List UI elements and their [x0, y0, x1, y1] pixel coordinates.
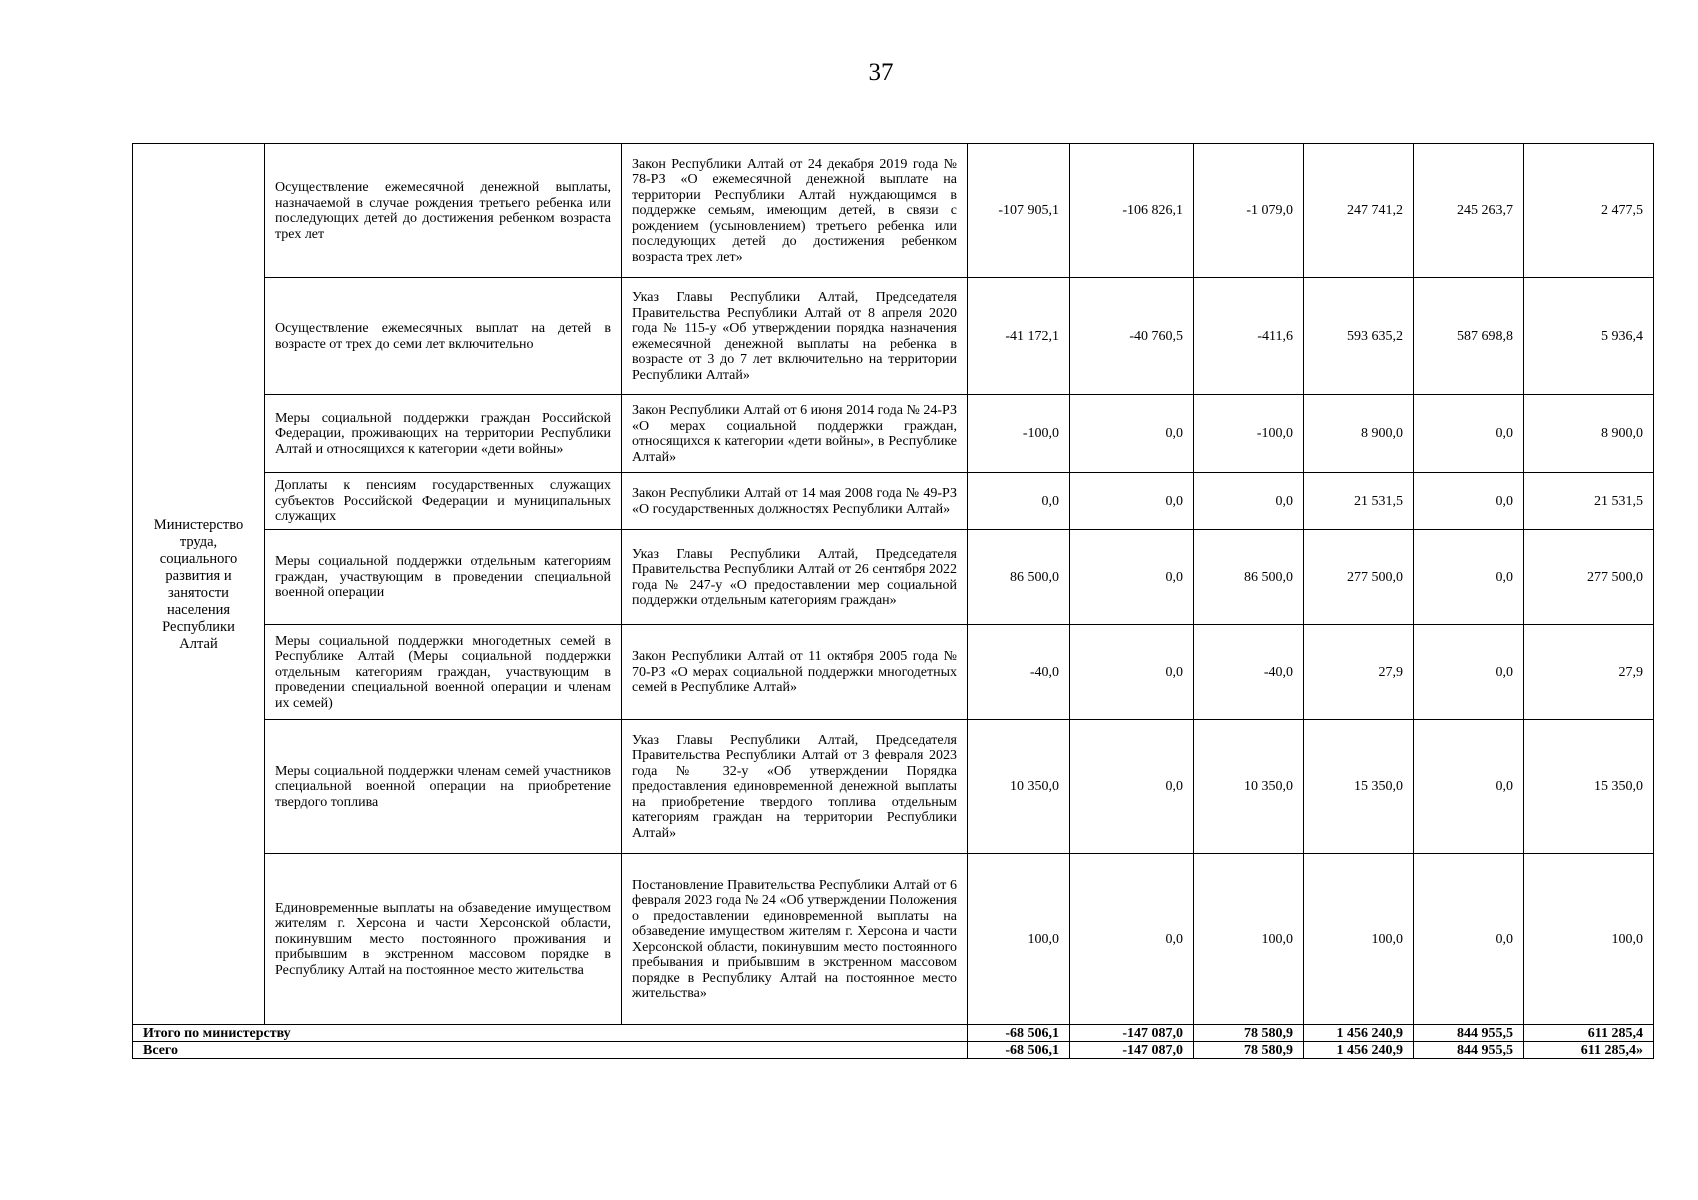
value-cell: 247 741,2	[1304, 144, 1414, 278]
total-value-cell: 78 580,9	[1194, 1042, 1304, 1059]
value-cell: 0,0	[1194, 473, 1304, 530]
table-row	[133, 625, 1654, 720]
measure-cell: Осуществление ежемесячной денежной выплаты, назначаемой в случае рождения третьего ребенка или последующих детей до достижения ребенком возраста трех лет	[265, 144, 622, 278]
legal-basis-cell: Закон Республики Алтай от 6 июня 2014 года № 24-РЗ «О мерах социальной поддержки граждан, относящихся к категории «дети войны», в Республике Алтай»	[622, 395, 968, 473]
total-value-cell: 1 456 240,9	[1304, 1042, 1414, 1059]
value-cell: -100,0	[1194, 395, 1304, 473]
legal-basis-cell: Постановление Правительства Республики Алтай от 6 февраля 2023 года № 24 «Об утверждении Положения о предоставлении единовременной выплаты на обзаведение имуществом жителям г. Херсона и части Херсонской области, покинувшим место постоянного пребывания и прибывшим в экстренном массовом порядке в Республику Алтай на постоянное место жительства»	[622, 854, 968, 1025]
value-cell: 0,0	[968, 473, 1070, 530]
value-cell: 0,0	[1414, 625, 1524, 720]
value-cell: -41 172,1	[968, 278, 1070, 395]
measure-cell: Единовременные выплаты на обзаведение имуществом жителям г. Херсона и части Херсонской области, покинувшим место постоянного проживания и прибывшим в экстренном массовом порядке в Республику Алтай на постоянное место жительства	[265, 854, 622, 1025]
legal-basis-cell: Указ Главы Республики Алтай, Председателя Правительства Республики Алтай от 3 февраля 2023 года № 32-у «Об утверждении Порядка предоставления единовременной денежной выплаты на приобретение твердого топлива отдельным категориям граждан на территории Республики Алтай»	[622, 720, 968, 854]
value-cell: 277 500,0	[1524, 530, 1654, 625]
total-label: Всего	[133, 1042, 968, 1059]
table-row	[133, 278, 1654, 395]
legal-basis-cell: Закон Республики Алтай от 14 мая 2008 года № 49-РЗ «О государственных должностях Республики Алтай»	[622, 473, 968, 530]
value-cell: 0,0	[1070, 395, 1194, 473]
measure-cell: Меры социальной поддержки многодетных семей в Республике Алтай (Меры социальной поддержки отдельным категориям граждан, участвующим в проведении специальной военной операции и членам их семей)	[265, 625, 622, 720]
value-cell: 27,9	[1524, 625, 1654, 720]
value-cell: 0,0	[1414, 473, 1524, 530]
value-cell: 10 350,0	[968, 720, 1070, 854]
value-cell: 0,0	[1414, 530, 1524, 625]
total-value-cell: -68 506,1	[968, 1025, 1070, 1042]
value-cell: 8 900,0	[1304, 395, 1414, 473]
measure-cell: Меры социальной поддержки граждан Российской Федерации, проживающих на территории Республики Алтай и относящихся к категории «дети войны»	[265, 395, 622, 473]
value-cell: 277 500,0	[1304, 530, 1414, 625]
ministry-cell: Министерство труда, социального развития и занятости населения Республики Алтай	[133, 144, 265, 1025]
total-value-cell: -147 087,0	[1070, 1042, 1194, 1059]
value-cell: 0,0	[1070, 473, 1194, 530]
value-cell: 0,0	[1070, 720, 1194, 854]
value-cell: 0,0	[1414, 395, 1524, 473]
value-cell: 10 350,0	[1194, 720, 1304, 854]
value-cell: 100,0	[968, 854, 1070, 1025]
total-value-cell: -147 087,0	[1070, 1025, 1194, 1042]
value-cell: 0,0	[1070, 854, 1194, 1025]
total-value-cell: 844 955,5	[1414, 1042, 1524, 1059]
value-cell: -1 079,0	[1194, 144, 1304, 278]
value-cell: 245 263,7	[1414, 144, 1524, 278]
table-row	[133, 720, 1654, 854]
page-number: 37	[868, 59, 894, 86]
value-cell: 2 477,5	[1524, 144, 1654, 278]
value-cell: 5 936,4	[1524, 278, 1654, 395]
total-value-cell: 78 580,9	[1194, 1025, 1304, 1042]
total-row-ministry	[133, 1025, 1654, 1042]
table-row	[133, 854, 1654, 1025]
total-value-cell: 611 285,4»	[1524, 1042, 1654, 1059]
total-value-cell: 611 285,4	[1524, 1025, 1654, 1042]
value-cell: -40,0	[968, 625, 1070, 720]
value-cell: 587 698,8	[1414, 278, 1524, 395]
value-cell: 86 500,0	[1194, 530, 1304, 625]
value-cell: 100,0	[1194, 854, 1304, 1025]
table-body	[133, 144, 1654, 1059]
legal-basis-cell: Закон Республики Алтай от 11 октября 2005 года № 70-РЗ «О мерах социальной поддержки многодетных семей в Республике Алтай»	[622, 625, 968, 720]
measure-cell: Меры социальной поддержки отдельным категориям граждан, участвующим в проведении специальной военной операции	[265, 530, 622, 625]
budget-table	[132, 143, 1654, 1059]
legal-basis-cell: Указ Главы Республики Алтай, Председателя Правительства Республики Алтай от 26 сентября 2022 года № 247-у «О предоставлении мер социальной поддержки отдельным категориям граждан»	[622, 530, 968, 625]
value-cell: 100,0	[1304, 854, 1414, 1025]
value-cell: 21 531,5	[1524, 473, 1654, 530]
value-cell: 86 500,0	[968, 530, 1070, 625]
total-value-cell: 844 955,5	[1414, 1025, 1524, 1042]
value-cell: 27,9	[1304, 625, 1414, 720]
measure-cell: Меры социальной поддержки членам семей участников специальной военной операции на приобретение твердого топлива	[265, 720, 622, 854]
measure-cell: Доплаты к пенсиям государственных служащих субъектов Российской Федерации и муниципальных служащих	[265, 473, 622, 530]
value-cell: -106 826,1	[1070, 144, 1194, 278]
table-row	[133, 473, 1654, 530]
table-row	[133, 144, 1654, 278]
value-cell: 21 531,5	[1304, 473, 1414, 530]
table-row	[133, 395, 1654, 473]
table-row	[133, 530, 1654, 625]
value-cell: 100,0	[1524, 854, 1654, 1025]
value-cell: 15 350,0	[1304, 720, 1414, 854]
value-cell: 0,0	[1070, 530, 1194, 625]
value-cell: -40,0	[1194, 625, 1304, 720]
total-row-grand	[133, 1042, 1654, 1059]
value-cell: 8 900,0	[1524, 395, 1654, 473]
value-cell: -100,0	[968, 395, 1070, 473]
total-value-cell: -68 506,1	[968, 1042, 1070, 1059]
value-cell: 15 350,0	[1524, 720, 1654, 854]
total-label: Итого по министерству	[133, 1025, 968, 1042]
value-cell: -107 905,1	[968, 144, 1070, 278]
total-value-cell: 1 456 240,9	[1304, 1025, 1414, 1042]
value-cell: -40 760,5	[1070, 278, 1194, 395]
value-cell: -411,6	[1194, 278, 1304, 395]
value-cell: 0,0	[1070, 625, 1194, 720]
legal-basis-cell: Закон Республики Алтай от 24 декабря 2019 года № 78-РЗ «О ежемесячной денежной выплате на территории Республики Алтай нуждающимся в поддержке семьям, имеющим детей, в связи с рождением (усыновлением) третьего ребенка или последующих детей до достижения ребенком возраста трех лет»	[622, 144, 968, 278]
value-cell: 593 635,2	[1304, 278, 1414, 395]
value-cell: 0,0	[1414, 720, 1524, 854]
legal-basis-cell: Указ Главы Республики Алтай, Председателя Правительства Республики Алтай от 8 апреля 2020 года № 115-у «Об утверждении порядка назначения ежемесячной денежной выплаты на ребенка в возрасте от 3 до 7 лет включительно на территории Республики Алтай»	[622, 278, 968, 395]
value-cell: 0,0	[1414, 854, 1524, 1025]
measure-cell: Осуществление ежемесячных выплат на детей в возрасте от трех до семи лет включительно	[265, 278, 622, 395]
